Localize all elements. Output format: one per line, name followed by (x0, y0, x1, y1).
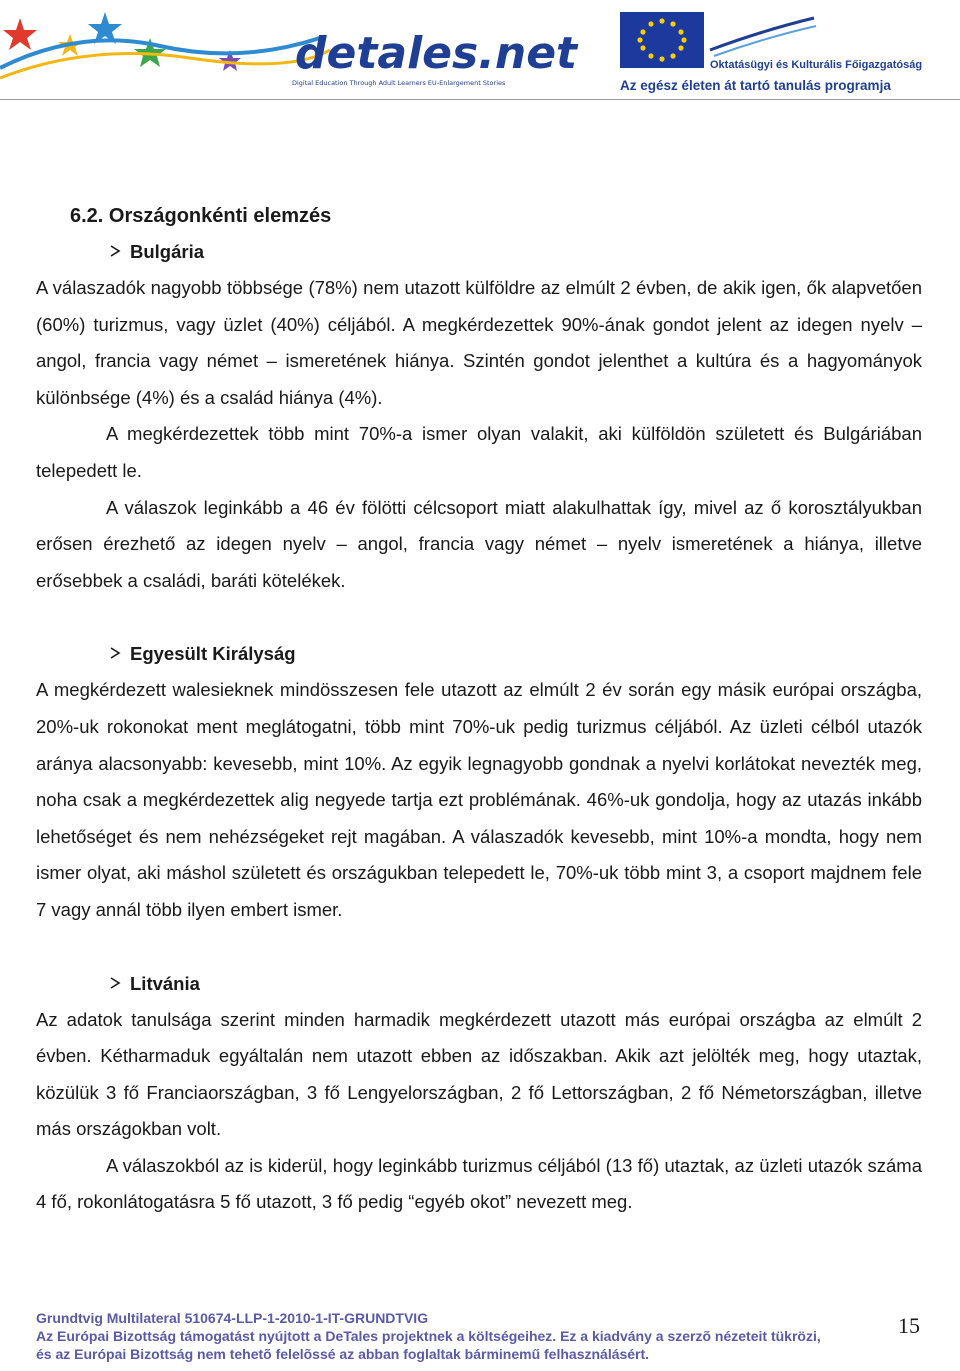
country-name: Bulgária (130, 241, 205, 262)
paragraph: A megkérdezettek több mint 70%-a ismer olyan valakit, aki külföldön született és Bulgáriában telepedett le. (36, 423, 922, 481)
country-name: Egyesült Királyság (130, 643, 296, 665)
paragraph: Az adatok tanulsága szerint minden harmadik megkérdezett utazott más európai országba az elmúlt 2 évben. Kétharmaduk egyáltalán nem utazott ebben az időszakban. Akik azt jelölték meg, hogy utaztak, közülük 3 fő Franciaországban, 3 fő Lengyelországban, 2 fő Lettországban, 2 fő Németországban, illetve más országokban volt. (36, 1008, 922, 1140)
program-name: Az egész életen át tartó tanulás programja (620, 78, 891, 93)
page-header (0, 0, 960, 100)
footer-disclaimer-1: Az Európai Bizottság támogatást nyújtott a DeTales projektnek a költségeihez. Ez a kiadvány a szerzõ nézeteit tükrözi, (36, 1328, 821, 1344)
arrow-bullet-icon (108, 234, 130, 270)
swoosh-icon (710, 18, 814, 50)
header-divider (0, 99, 960, 100)
paragraph: A válaszok leginkább a 46 év fölötti célcsoport miatt alakulhattak így, mivel az ő korosztályukban erősen érezhető az idegen nyelv – angol, francia vagy német – nyelv ismeretének a hiánya, illetve erősebbek a családi, baráti kötelékek. (36, 496, 922, 591)
paragraph: A válaszadók nagyobb többsége (78%) nem utazott külföldre az elmúlt 2 évben, de akik igen, ők alapvetően (60%) turizmus, vagy üzlet (40%) céljából. A megkérdezettek 90%-ának gondot jelent az idegen nyelv – angol, francia vagy német – ismeretének hiánya. Szintén gondot jelenthet a kultúra és a hagyományok különbsége (4%) és a család hiánya (4%). (36, 277, 922, 408)
org-name: Oktatásügyi és Kulturális Főigazgatóság (710, 59, 923, 71)
country-name: Litvánia (130, 972, 200, 994)
section-title: 6.2. Országonkénti elemzés (70, 205, 332, 227)
star-icon (3, 18, 37, 50)
eu-program-logo (614, 10, 924, 95)
footer-project-id: Grundtvig Multilateral 510674-LLP-1-2010-1-IT-GRUNDTVIG (36, 1310, 429, 1326)
detales-tagline: Digital Education Through Adult Learners EU-Enlargement Stories (292, 79, 506, 87)
paragraph: A megkérdezett walesieknek mindösszesen fele utazott az elmúlt 2 év során egy másik európai országba, 20%-uk rokonokat ment meglátogatni, több mint 70%-uk pedig turizmus céljából. Az üzleti célból utazók aránya alacsonyabb: kevesebb, mint 10%. Az egyik legnagyobb gondnak a nyelvi korlátokat nevezték meg, noha csak a megkérdezettek alig negyede tartja ezt problémának. 46%-uk gondolja, hogy az utazás inkább lehetőséget és nem nehézségeket rejt magában. A válaszadók kevesebb, mint 10%-a mondta, hogy nem ismer olyat, aki máshol született és országukban telepedett le, 70%-uk több mint 3, a csoport majdnem fele 7 vagy annál több ilyen embert ismer. (36, 679, 922, 920)
arrow-bullet-icon (108, 636, 130, 672)
arrow-bullet-icon (108, 966, 130, 1002)
country-heading-lithuania (108, 966, 922, 1002)
page-number: 15 (898, 1313, 920, 1338)
country-heading-bulgaria (108, 234, 922, 270)
document-body (36, 198, 922, 1221)
page-footer (36, 1309, 916, 1363)
footer-disclaimer-2: és az Európai Bizottság nem tehetõ felelõssé az abban foglaltak bárminemű felhasználásért. (36, 1346, 650, 1362)
country-heading-uk (108, 636, 922, 672)
paragraph: A válaszokból az is kiderül, hogy leginkább turizmus céljából (13 fő) utaztak, az üzleti utazók száma 4 fő, rokonlátogatásra 5 fő utazott, 3 fő pedig “egyéb okot” nevezett meg. (36, 1154, 922, 1213)
detales-wordmark: detales.net (295, 28, 578, 79)
detales-logo (0, 8, 578, 93)
